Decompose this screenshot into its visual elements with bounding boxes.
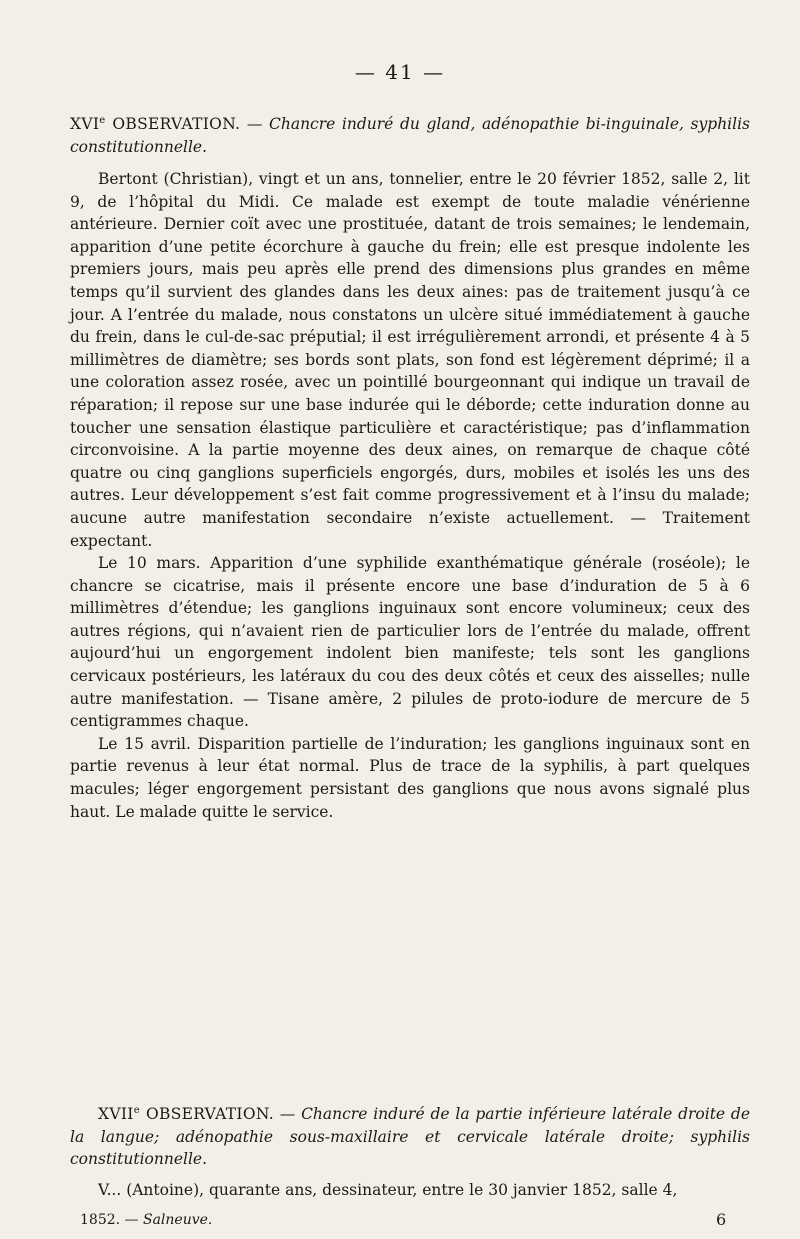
observation-16-title: XVIe OBSERVATION. [70,115,241,134]
printer-signature [80,1212,212,1228]
observation-16 [70,110,750,158]
observation-17-title: XVIIe OBSERVATION. [98,1105,274,1124]
observation-16-heading [70,110,750,158]
running-head-page-number: — 41 — [354,60,446,84]
observation-16-paragraph-1: Bertont (Christian), vingt et un ans, tonnelier, entre le 20 février 1852, salle 2, lit 9, de l’hôpital du Midi. Ce malade est exempt de toute maladie vénérienne antérieure. Dernier coït avec une prostituée, datant de trois semaines; le lendemain, apparition d’une petite écorchure à gauche du frein; elle est presque indolente les premiers jours, mais peu après elle prend des dimensions plus grandes en même temps qu’il survient des glandes dans les deux aines: pas de traitement jusqu’à ce jour. A l’entrée du malade, nous constatons un ulcère situé immédiatement à gauche du frein, dans le cul-de-sac préputial; il est irrégulièrement arrondi, et présente 4 à 5 millimètres de diamètre; ses bords sont plats, son fond est légèrement déprimé; il a une coloration assez rosée, avec un pointillé bourgeonnant qui indique un travail de réparation; il repose sur une base indurée qui le déborde; cette induration donne au toucher une sensation élastique particulière et caractéristique; pas d’inflammation circonvoisine. A la partie moyenne des deux aines, on remarque de chaque côté quatre ou cinq ganglions superficiels engorgés, durs, mobiles et isolés les uns des autres. Leur développement s’est fait comme progressivement et à l’insu du malade; aucune autre manifestation secondaire n’existe actuellement. — Traitement expectant. [70,170,750,550]
observation-17-heading [70,1100,750,1171]
observation-17 [70,1100,750,1202]
signature-name: — Salneuve. [120,1212,213,1228]
observation-16-paragraph-2: Le 10 mars. Apparition d’une syphilide exanthématique générale (roséole); le chancre se cicatrise, mais il présente encore une base d’induration de 5 à 6 millimètres d’étendue; les ganglions inguinaux sont encore volumineux; ceux des autres régions, qui n’avaient rien de particulier lors de l’entrée du malade, offrent aujourd’hui un engorgement indolent bien manifeste; tels sont les ganglions cervicaux postérieurs, les latéraux du cou des deux côtés et ceux des aisselles; nulle autre manifestation. — Tisane amère, 2 pilules de proto-iodure de mercure de 5 centigrammes chaque. [70,554,750,731]
observation-17-paragraph-1: V... (Antoine), quarante ans, dessinateur, entre le 30 janvier 1852, salle 4, [98,1180,678,1199]
observation-16-paragraph-3: Le 15 avril. Disparition partielle de l’induration; les ganglions inguinaux sont en partie revenus à leur état normal. Plus de trace de la syphilis, à part quelques macules; léger engorgement persistant des ganglions que nous avons signalé plus haut. Le malade quitte le service. [70,734,750,821]
sheet-number: 6 [716,1210,727,1229]
observation-17-subtitle: — Chancre induré de la partie inférieure latérale droite de la langue; adénopathie sous-maxillaire et cervicale latérale droite; syphilis constitutionnelle. [70,1105,751,1169]
signature-year: 1852. [80,1212,121,1228]
observation-16-body [70,168,750,823]
observation-16-subtitle: — Chancre induré du gland, adénopathie bi-inguinale, syphilis constitutionnelle. [70,115,750,156]
